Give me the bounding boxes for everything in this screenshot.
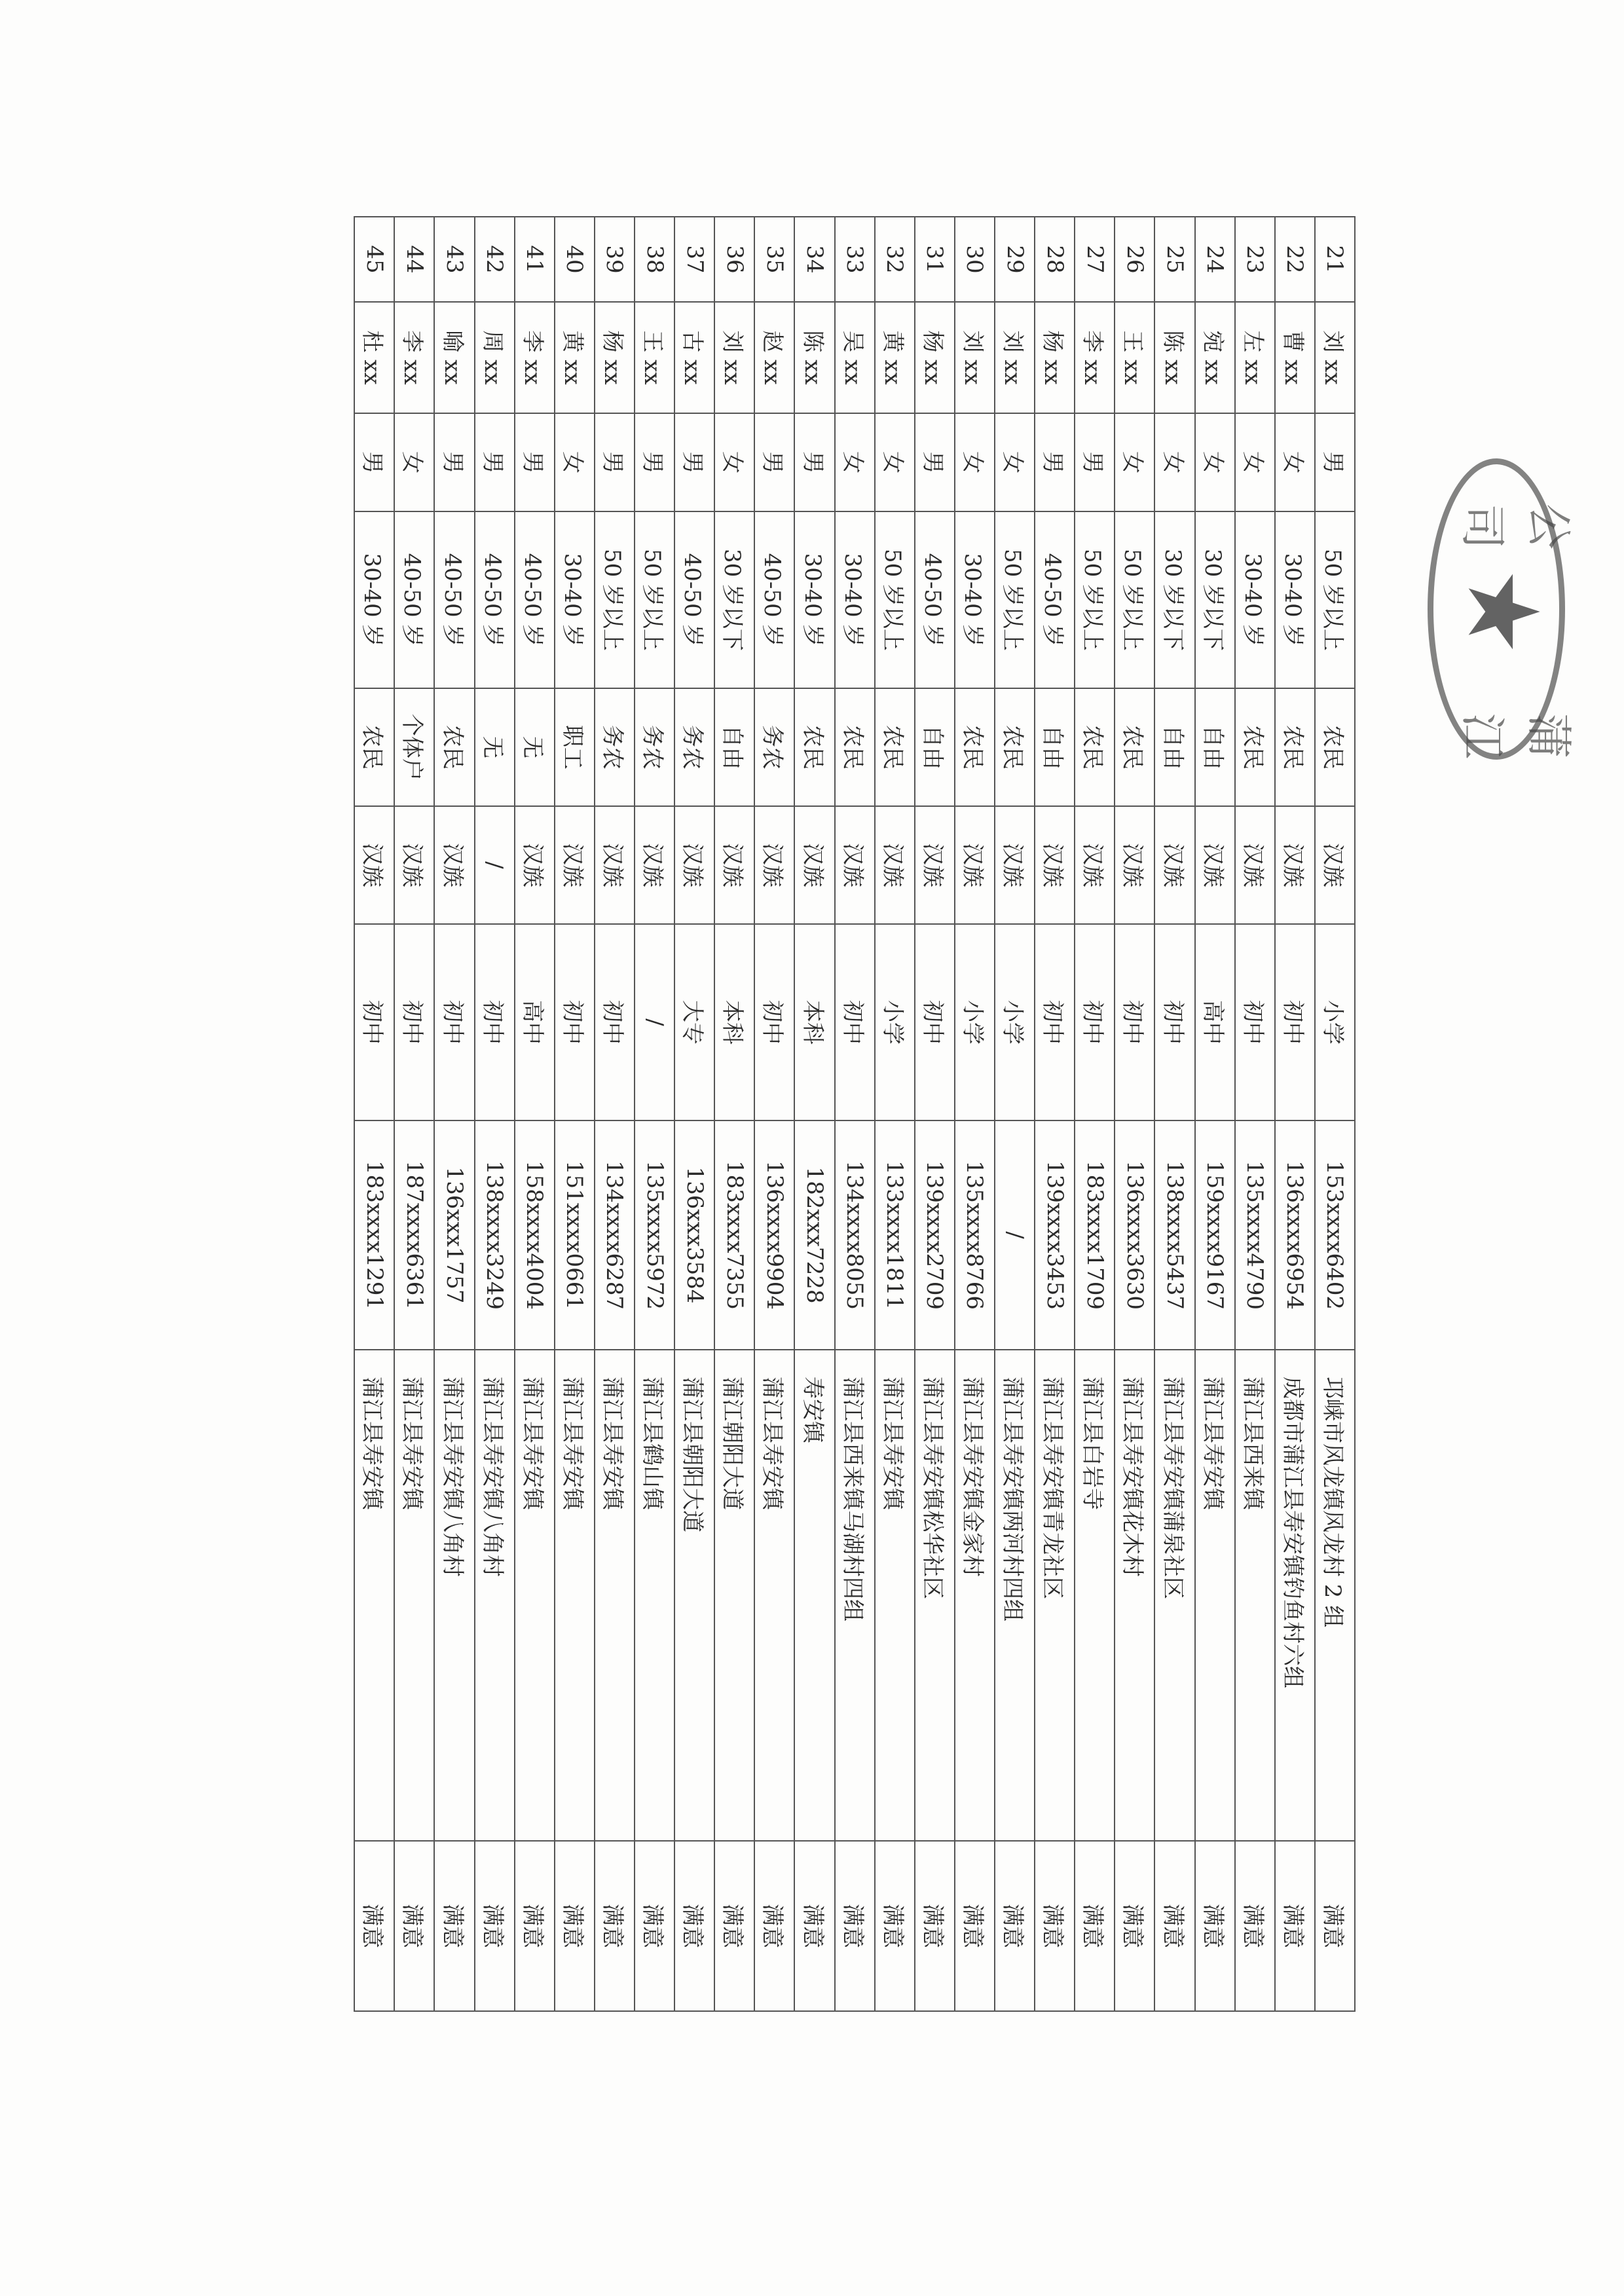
cell-satisfaction: 满意 [1315, 1841, 1355, 2011]
cell-phone: 139xxxx3453 [1035, 1120, 1075, 1350]
table-row [955, 217, 995, 2011]
cell-ethnicity: 汉族 [635, 806, 674, 924]
table-row [475, 217, 515, 2011]
cell-number: 45 [354, 217, 394, 302]
cell-ethnicity: 汉族 [794, 806, 834, 924]
cell-education: 本科 [794, 924, 834, 1120]
cell-age-group: 50 岁以上 [1315, 511, 1355, 688]
cell-ethnicity: 汉族 [1235, 806, 1275, 924]
cell-satisfaction: 满意 [1115, 1841, 1154, 2011]
cell-ethnicity: 汉族 [515, 806, 555, 924]
cell-address: 蒲江县寿安镇 [555, 1350, 595, 1841]
cell-satisfaction: 满意 [1075, 1841, 1115, 2011]
cell-ethnicity: 汉族 [714, 806, 754, 924]
cell-phone: 138xxxx5437 [1154, 1120, 1194, 1350]
cell-phone: 159xxxx9167 [1195, 1120, 1235, 1350]
cell-age-group: 30-40 岁 [835, 511, 875, 688]
cell-name: 李 xx [515, 302, 555, 413]
cell-address: 蒲江县西来镇马湖村四组 [835, 1350, 875, 1841]
cell-education: 小学 [875, 924, 915, 1120]
table-row [595, 217, 635, 2011]
cell-age-group: 50 岁以上 [595, 511, 635, 688]
cell-education: 初中 [555, 924, 595, 1120]
cell-address: 蒲江县寿安镇花木村 [1115, 1350, 1154, 1841]
cell-occupation: 自由 [714, 688, 754, 806]
cell-sex: 女 [1154, 413, 1194, 511]
cell-phone: 136xxxx9904 [754, 1120, 794, 1350]
cell-sex: 女 [1235, 413, 1275, 511]
cell-address: 蒲江县寿安镇青龙社区 [1035, 1350, 1075, 1841]
cell-occupation: 职工 [555, 688, 595, 806]
cell-ethnicity: 汉族 [1075, 806, 1115, 924]
cell-number: 32 [875, 217, 915, 302]
cell-phone: 136xxxx3630 [1115, 1120, 1154, 1350]
cell-sex: 男 [475, 413, 515, 511]
cell-address: 蒲江县寿安镇 [354, 1350, 394, 1841]
cell-number: 31 [915, 217, 955, 302]
cell-satisfaction: 满意 [995, 1841, 1035, 2011]
cell-sex: 女 [1115, 413, 1154, 511]
cell-education: 本科 [714, 924, 754, 1120]
cell-age-group: 40-50 岁 [674, 511, 714, 688]
cell-age-group: 40-50 岁 [434, 511, 474, 688]
cell-phone: 187xxxx6361 [394, 1120, 434, 1350]
table-row [515, 217, 555, 2011]
table-row [394, 217, 434, 2011]
cell-name: 杨 xx [595, 302, 635, 413]
cell-satisfaction: 满意 [794, 1841, 834, 2011]
company-seal [1428, 458, 1576, 760]
cell-number: 28 [1035, 217, 1075, 302]
cell-sex: 男 [754, 413, 794, 511]
cell-age-group: 50 岁以上 [995, 511, 1035, 688]
cell-ethnicity: 汉族 [595, 806, 635, 924]
cell-age-group: 30-40 岁 [794, 511, 834, 688]
cell-satisfaction: 满意 [875, 1841, 915, 2011]
cell-name: 王 xx [1115, 302, 1154, 413]
cell-ethnicity: 汉族 [1115, 806, 1154, 924]
cell-phone: 135xxxx5972 [635, 1120, 674, 1350]
cell-education: 初中 [1154, 924, 1194, 1120]
table-row [794, 217, 834, 2011]
cell-name: 刘 xx [955, 302, 995, 413]
cell-name: 喻 xx [434, 302, 474, 413]
table-row [1275, 217, 1315, 2011]
cell-address: 蒲江县寿安镇八角村 [434, 1350, 474, 1841]
cell-age-group: 30-40 岁 [354, 511, 394, 688]
cell-ethnicity: 汉族 [674, 806, 714, 924]
cell-sex: 男 [354, 413, 394, 511]
cell-education: 初中 [475, 924, 515, 1120]
cell-name: 周 xx [475, 302, 515, 413]
cell-occupation: 农民 [1275, 688, 1315, 806]
cell-satisfaction: 满意 [475, 1841, 515, 2011]
cell-occupation: 自由 [915, 688, 955, 806]
table-row [1035, 217, 1075, 2011]
cell-number: 38 [635, 217, 674, 302]
cell-name: 李 xx [1075, 302, 1115, 413]
cell-number: 36 [714, 217, 754, 302]
cell-age-group: 30-40 岁 [1275, 511, 1315, 688]
table-row [714, 217, 754, 2011]
table-row [555, 217, 595, 2011]
cell-education: 初中 [1035, 924, 1075, 1120]
cell-occupation: 自由 [1035, 688, 1075, 806]
cell-age-group: 30-40 岁 [955, 511, 995, 688]
cell-number: 42 [475, 217, 515, 302]
cell-name: 刘 xx [714, 302, 754, 413]
cell-phone: 136xxxx6954 [1275, 1120, 1315, 1350]
cell-satisfaction: 满意 [515, 1841, 555, 2011]
cell-ethnicity: 汉族 [754, 806, 794, 924]
cell-sex: 女 [955, 413, 995, 511]
cell-satisfaction: 满意 [1275, 1841, 1315, 2011]
cell-age-group: 50 岁以上 [875, 511, 915, 688]
cell-occupation: 个体户 [394, 688, 434, 806]
cell-address: 蒲江县寿安镇 [515, 1350, 555, 1841]
cell-address: 邛崃市风龙镇风龙村 2 组 [1315, 1350, 1355, 1841]
cell-satisfaction: 满意 [434, 1841, 474, 2011]
cell-number: 22 [1275, 217, 1315, 302]
cell-number: 43 [434, 217, 474, 302]
cell-occupation: 农民 [875, 688, 915, 806]
cell-phone: 138xxxx3249 [475, 1120, 515, 1350]
cell-education: / [635, 924, 674, 1120]
table-row [674, 217, 714, 2011]
cell-name: 刘 xx [1315, 302, 1355, 413]
cell-occupation: 务农 [754, 688, 794, 806]
cell-sex: 男 [794, 413, 834, 511]
cell-ethnicity: 汉族 [1154, 806, 1194, 924]
cell-name: 黄 xx [875, 302, 915, 413]
cell-occupation: 无 [475, 688, 515, 806]
cell-number: 33 [835, 217, 875, 302]
table-row [875, 217, 915, 2011]
cell-ethnicity: 汉族 [955, 806, 995, 924]
cell-occupation: 农民 [835, 688, 875, 806]
cell-number: 29 [995, 217, 1035, 302]
cell-address: 蒲江县寿安镇八角村 [475, 1350, 515, 1841]
cell-name: 古 xx [674, 302, 714, 413]
cell-address: 蒲江县鹤山镇 [635, 1350, 674, 1841]
cell-occupation: 农民 [995, 688, 1035, 806]
cell-satisfaction: 满意 [555, 1841, 595, 2011]
cell-occupation: 农民 [1315, 688, 1355, 806]
cell-number: 25 [1154, 217, 1194, 302]
cell-name: 陈 xx [1154, 302, 1194, 413]
cell-number: 40 [555, 217, 595, 302]
cell-sex: 男 [1035, 413, 1075, 511]
cell-occupation: 农民 [434, 688, 474, 806]
cell-age-group: 30 岁以下 [1154, 511, 1194, 688]
cell-education: 初中 [1235, 924, 1275, 1120]
cell-age-group: 30 岁以下 [1195, 511, 1235, 688]
cell-address: 成都市蒲江县寿安镇钓鱼村六组 [1275, 1350, 1315, 1841]
cell-number: 41 [515, 217, 555, 302]
cell-address: 蒲江县白岩寺 [1075, 1350, 1115, 1841]
cell-age-group: 50 岁以上 [1115, 511, 1154, 688]
cell-sex: 女 [1195, 413, 1235, 511]
cell-age-group: 40-50 岁 [394, 511, 434, 688]
cell-education: 初中 [1115, 924, 1154, 1120]
cell-satisfaction: 满意 [915, 1841, 955, 2011]
cell-occupation: 农民 [1075, 688, 1115, 806]
cell-occupation: 农民 [794, 688, 834, 806]
cell-occupation: 务农 [674, 688, 714, 806]
table-row [1154, 217, 1194, 2011]
cell-phone: 135xxxx8766 [955, 1120, 995, 1350]
cell-satisfaction: 满意 [1235, 1841, 1275, 2011]
cell-name: 杨 xx [915, 302, 955, 413]
cell-occupation: 农民 [955, 688, 995, 806]
table-row [354, 217, 394, 2011]
cell-name: 陈 xx [794, 302, 834, 413]
cell-satisfaction: 满意 [714, 1841, 754, 2011]
cell-address: 蒲江县寿安镇两河村四组 [995, 1350, 1035, 1841]
cell-address: 蒲江县寿安镇 [875, 1350, 915, 1841]
cell-age-group: 40-50 岁 [475, 511, 515, 688]
seal-star-icon: ★ [1445, 567, 1560, 656]
cell-phone: 134xxxx8055 [835, 1120, 875, 1350]
survey-table-rotated [354, 216, 1356, 2010]
cell-sex: 女 [555, 413, 595, 511]
cell-name: 左 xx [1235, 302, 1275, 413]
cell-ethnicity: 汉族 [1035, 806, 1075, 924]
cell-sex: 男 [434, 413, 474, 511]
cell-satisfaction: 满意 [595, 1841, 635, 2011]
cell-number: 44 [394, 217, 434, 302]
cell-name: 黄 xx [555, 302, 595, 413]
cell-sex: 男 [1075, 413, 1115, 511]
cell-address: 蒲江县寿安镇 [1195, 1350, 1235, 1841]
cell-name: 李 xx [394, 302, 434, 413]
seal-text-top: 公司 [1456, 504, 1576, 549]
table-row [915, 217, 955, 2011]
cell-sex: 女 [995, 413, 1035, 511]
table-row [1115, 217, 1154, 2011]
cell-sex: 男 [674, 413, 714, 511]
cell-sex: 男 [915, 413, 955, 511]
table-row [434, 217, 474, 2011]
cell-age-group: 30-40 岁 [1235, 511, 1275, 688]
table-row [754, 217, 794, 2011]
cell-address: 蒲江县寿安镇蒲泉社区 [1154, 1350, 1194, 1841]
table-row [835, 217, 875, 2011]
cell-ethnicity: 汉族 [394, 806, 434, 924]
cell-satisfaction: 满意 [1195, 1841, 1235, 2011]
cell-number: 34 [794, 217, 834, 302]
cell-age-group: 40-50 岁 [515, 511, 555, 688]
cell-name: 宛 xx [1195, 302, 1235, 413]
table-row [1075, 217, 1115, 2011]
cell-ethnicity: 汉族 [875, 806, 915, 924]
cell-phone: 151xxxx0661 [555, 1120, 595, 1350]
cell-satisfaction: 满意 [955, 1841, 995, 2011]
cell-address: 蒲江县寿安镇 [394, 1350, 434, 1841]
cell-name: 王 xx [635, 302, 674, 413]
cell-phone: 135xxxx4790 [1235, 1120, 1275, 1350]
cell-education: 初中 [835, 924, 875, 1120]
table-row [1195, 217, 1235, 2011]
cell-age-group: 40-50 岁 [1035, 511, 1075, 688]
cell-occupation: 农民 [354, 688, 394, 806]
cell-name: 杜 xx [354, 302, 394, 413]
cell-phone: 183xxxx7355 [714, 1120, 754, 1350]
cell-sex: 女 [835, 413, 875, 511]
table-row [635, 217, 674, 2011]
cell-sex: 女 [875, 413, 915, 511]
cell-phone: 133xxxx1811 [875, 1120, 915, 1350]
cell-number: 26 [1115, 217, 1154, 302]
cell-phone: 183xxxx1709 [1075, 1120, 1115, 1350]
cell-phone: 136xxx1757 [434, 1120, 474, 1350]
cell-satisfaction: 满意 [754, 1841, 794, 2011]
cell-education: 初中 [1275, 924, 1315, 1120]
cell-address: 蒲江县寿安镇松华社区 [915, 1350, 955, 1841]
cell-number: 30 [955, 217, 995, 302]
cell-education: 小学 [955, 924, 995, 1120]
cell-age-group: 40-50 岁 [754, 511, 794, 688]
cell-satisfaction: 满意 [674, 1841, 714, 2011]
cell-occupation: 自由 [1195, 688, 1235, 806]
cell-sex: 女 [1275, 413, 1315, 511]
cell-education: 大专 [674, 924, 714, 1120]
cell-education: 初中 [595, 924, 635, 1120]
cell-number: 27 [1075, 217, 1115, 302]
survey-table-body [354, 217, 1355, 2011]
cell-name: 刘 xx [995, 302, 1035, 413]
cell-address: 蒲江朝阳大道 [714, 1350, 754, 1841]
cell-education: 初中 [434, 924, 474, 1120]
cell-age-group: 50 岁以上 [635, 511, 674, 688]
seal-text-bottom: 蒲江 [1456, 713, 1576, 759]
cell-ethnicity: 汉族 [434, 806, 474, 924]
cell-sex: 男 [635, 413, 674, 511]
cell-age-group: 30 岁以下 [714, 511, 754, 688]
cell-occupation: 务农 [635, 688, 674, 806]
cell-sex: 男 [515, 413, 555, 511]
cell-address: 蒲江县寿安镇 [754, 1350, 794, 1841]
table-row [1315, 217, 1355, 2011]
cell-name: 赵 xx [754, 302, 794, 413]
cell-number: 37 [674, 217, 714, 302]
cell-phone: 158xxxx4004 [515, 1120, 555, 1350]
cell-phone: 136xxx3584 [674, 1120, 714, 1350]
cell-sex: 男 [595, 413, 635, 511]
cell-name: 杨 xx [1035, 302, 1075, 413]
cell-sex: 女 [714, 413, 754, 511]
cell-phone: / [995, 1120, 1035, 1350]
cell-number: 35 [754, 217, 794, 302]
cell-number: 39 [595, 217, 635, 302]
cell-name: 曹 xx [1275, 302, 1315, 413]
cell-ethnicity: / [475, 806, 515, 924]
cell-address: 寿安镇 [794, 1350, 834, 1841]
cell-education: 小学 [995, 924, 1035, 1120]
cell-occupation: 农民 [1235, 688, 1275, 806]
cell-satisfaction: 满意 [835, 1841, 875, 2011]
cell-phone: 182xxx7228 [794, 1120, 834, 1350]
cell-occupation: 务农 [595, 688, 635, 806]
cell-age-group: 30-40 岁 [555, 511, 595, 688]
cell-satisfaction: 满意 [635, 1841, 674, 2011]
cell-satisfaction: 满意 [1154, 1841, 1194, 2011]
cell-sex: 女 [394, 413, 434, 511]
cell-age-group: 40-50 岁 [915, 511, 955, 688]
cell-ethnicity: 汉族 [1275, 806, 1315, 924]
cell-ethnicity: 汉族 [915, 806, 955, 924]
cell-phone: 134xxxx6287 [595, 1120, 635, 1350]
cell-education: 初中 [394, 924, 434, 1120]
cell-education: 初中 [1075, 924, 1115, 1120]
cell-education: 高中 [515, 924, 555, 1120]
cell-phone: 139xxxx2709 [915, 1120, 955, 1350]
cell-education: 小学 [1315, 924, 1355, 1120]
cell-phone: 183xxxx1291 [354, 1120, 394, 1350]
table-row [1235, 217, 1275, 2011]
cell-satisfaction: 满意 [394, 1841, 434, 2011]
cell-sex: 男 [1315, 413, 1355, 511]
cell-occupation: 自由 [1154, 688, 1194, 806]
cell-phone: 153xxxx6402 [1315, 1120, 1355, 1350]
cell-age-group: 50 岁以上 [1075, 511, 1115, 688]
cell-name: 吴 xx [835, 302, 875, 413]
cell-address: 蒲江县西来镇 [1235, 1350, 1275, 1841]
table-row [995, 217, 1035, 2011]
cell-ethnicity: 汉族 [995, 806, 1035, 924]
cell-number: 23 [1235, 217, 1275, 302]
cell-address: 蒲江县寿安镇 [595, 1350, 635, 1841]
cell-education: 初中 [354, 924, 394, 1120]
cell-number: 21 [1315, 217, 1355, 302]
cell-occupation: 农民 [1115, 688, 1154, 806]
cell-satisfaction: 满意 [1035, 1841, 1075, 2011]
cell-satisfaction: 满意 [354, 1841, 394, 2011]
survey-table [354, 216, 1356, 2012]
cell-ethnicity: 汉族 [1195, 806, 1235, 924]
cell-ethnicity: 汉族 [835, 806, 875, 924]
cell-occupation: 无 [515, 688, 555, 806]
cell-ethnicity: 汉族 [555, 806, 595, 924]
cell-education: 初中 [915, 924, 955, 1120]
cell-ethnicity: 汉族 [354, 806, 394, 924]
cell-address: 蒲江县寿安镇金家村 [955, 1350, 995, 1841]
cell-ethnicity: 汉族 [1315, 806, 1355, 924]
cell-education: 高中 [1195, 924, 1235, 1120]
cell-address: 蒲江县朝阳大道 [674, 1350, 714, 1841]
cell-education: 初中 [754, 924, 794, 1120]
cell-number: 24 [1195, 217, 1235, 302]
